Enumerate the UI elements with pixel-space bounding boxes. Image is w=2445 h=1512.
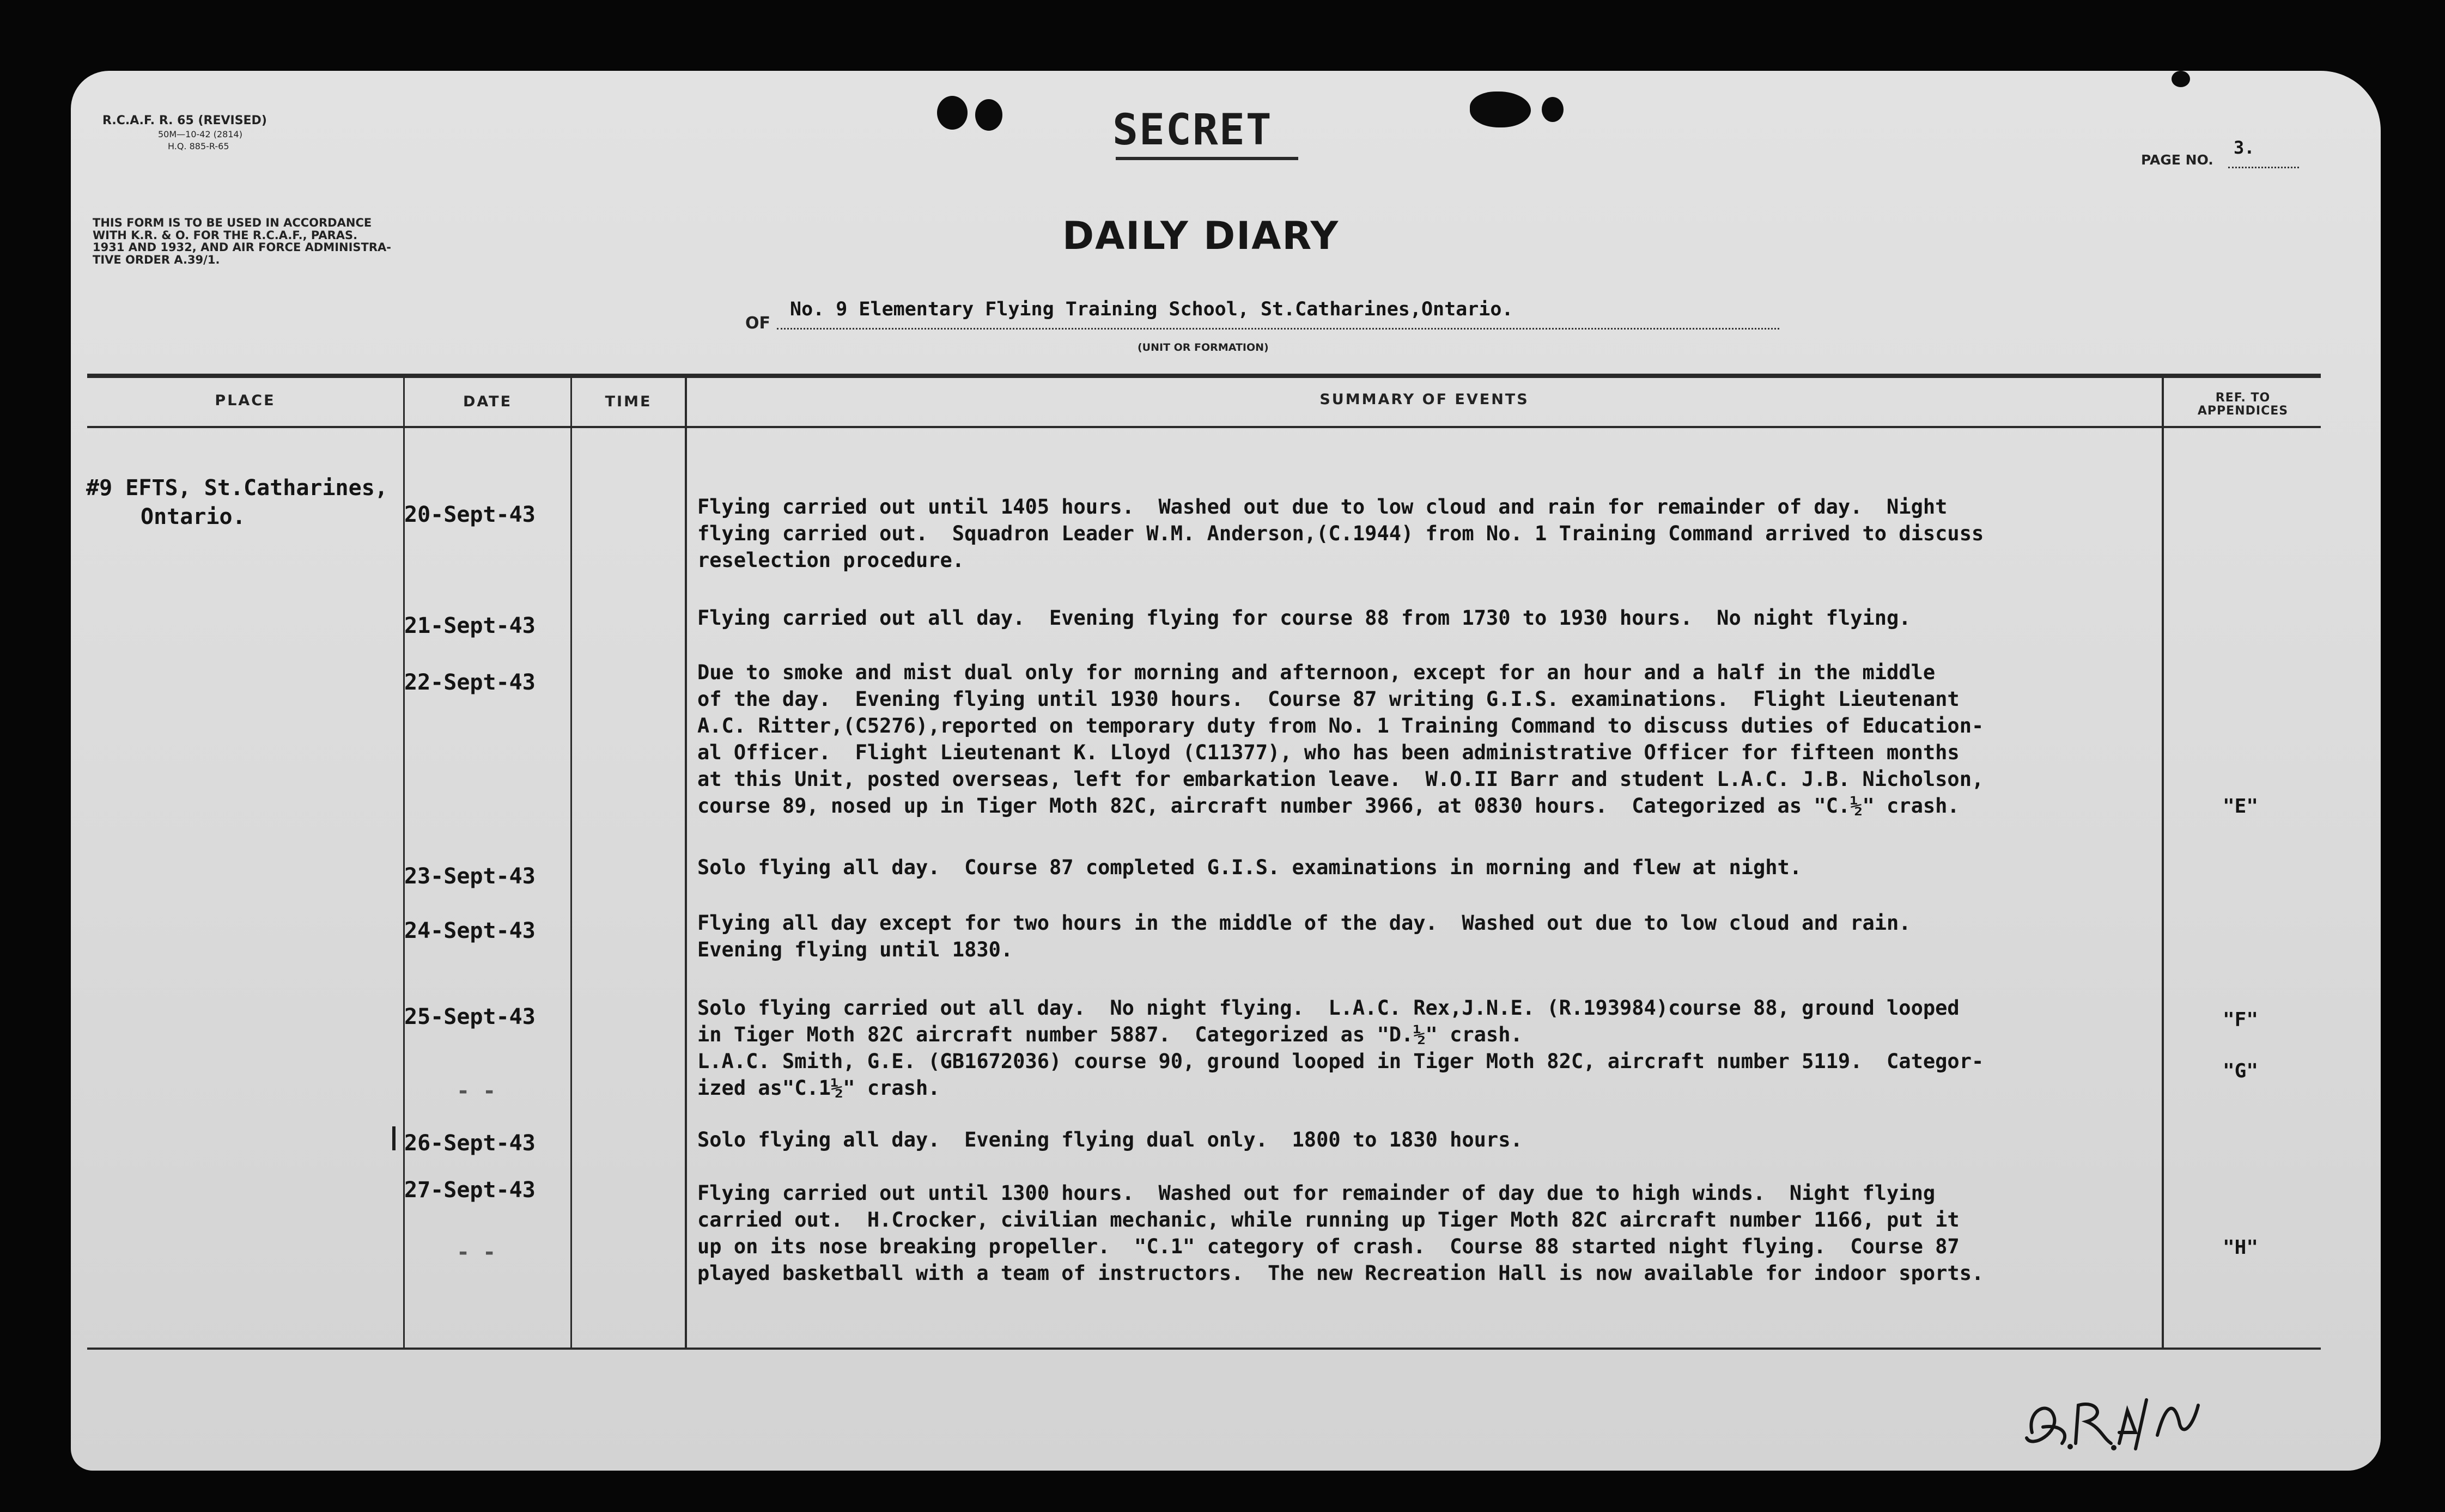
column-divider <box>2162 378 2164 1348</box>
classification-underline <box>1116 157 1298 160</box>
margin-bracket <box>392 1126 396 1150</box>
column-header-ref: REF. TO <box>2215 391 2271 405</box>
ink-blot <box>1542 97 1564 122</box>
form-number: R.C.A.F. R. 65 (REVISED) <box>102 114 267 127</box>
column-header-time: TIME <box>605 393 652 410</box>
instructions-line: THIS FORM IS TO BE USED IN ACCORDANCE <box>93 216 372 229</box>
entry-summary-line: of the day. Evening flying until 1930 hours. Course 87 writing G.I.S. examinations. Flight Lieutenant <box>697 687 1960 711</box>
entry-summary-line: ized as"C.1½" crash. <box>697 1076 940 1100</box>
entry-summary-line: Due to smoke and mist dual only for morning and afternoon, except for an hour and a half in the middle <box>697 661 1936 684</box>
ink-blot <box>975 99 1002 131</box>
place-line: Ontario. <box>141 504 246 529</box>
unit-caption: (UNIT OR FORMATION) <box>1138 342 1269 353</box>
column-header-date: DATE <box>463 393 513 410</box>
print-code: H.Q. 885-R-65 <box>168 141 229 151</box>
entry-date: 23-Sept-43 <box>404 864 536 889</box>
entry-date: 26-Sept-43 <box>404 1131 536 1156</box>
instructions-line: 1931 AND 1932, AND AIR FORCE ADMINISTRA- <box>93 241 391 254</box>
entry-summary-line: al Officer. Flight Lieutenant K. Lloyd (C11377), who has been administrative Officer for fifteen months <box>697 741 1960 764</box>
entry-summary-line: Evening flying until 1830. <box>697 938 1013 961</box>
place-line: #9 EFTS, St.Catharines, <box>86 475 388 501</box>
entry-summary-line: flying carried out. Squadron Leader W.M. Anderson,(C.1944) from No. 1 Training Command arrived to discuss <box>697 522 1984 545</box>
unit-rule <box>777 328 1779 330</box>
column-header-place: PLACE <box>215 392 276 409</box>
table-header-rule <box>87 426 2321 428</box>
entry-summary-line: A.C. Ritter,(C5276),reported on temporary duty from No. 1 Training Command to discuss duties of Education- <box>697 714 1984 737</box>
appendix-reference: "H" <box>2223 1236 2259 1259</box>
instructions-line: TIVE ORDER A.39/1. <box>93 253 220 267</box>
column-header-ref: APPENDICES <box>2197 404 2289 418</box>
entry-summary-line: Flying carried out all day. Evening flying for course 88 from 1730 to 1930 hours. No night flying. <box>697 606 1911 630</box>
entry-summary-line: Flying carried out until 1300 hours. Washed out for remainder of day due to high winds. Night flying <box>697 1181 1936 1205</box>
classification-secret: SECRET <box>1112 106 1273 155</box>
print-code: 50M—10-42 (2814) <box>158 129 242 139</box>
page-number: 3. <box>2234 137 2255 158</box>
ink-blot <box>1470 92 1531 127</box>
unit-of-label: OF <box>745 314 770 333</box>
appendix-reference: "E" <box>2223 795 2259 818</box>
entry-summary-line: Flying carried out until 1405 hours. Washed out due to low cloud and rain for remainder of day. Night <box>697 495 1948 519</box>
entry-summary-line: in Tiger Moth 82C aircraft number 5887. Categorized as "D.½" crash. <box>697 1023 1523 1046</box>
page-label: PAGE NO. <box>2141 152 2213 168</box>
entry-summary-line: L.A.C. Smith, G.E. (GB1672036) course 90, ground looped in Tiger Moth 82C, aircraft number 5119. Categor- <box>697 1050 1984 1073</box>
entry-summary-line: played basketball with a team of instructors. The new Recreation Hall is now available for indoor sports. <box>697 1261 1984 1285</box>
entry-date: 21-Sept-43 <box>404 613 536 638</box>
instructions-line: WITH K.R. & O. FOR THE R.C.A.F., PARAS. <box>93 228 358 242</box>
entry-summary-line: Solo flying all day. Course 87 completed G.I.S. examinations in morning and flew at night. <box>697 856 1802 879</box>
entry-summary-line: course 89, nosed up in Tiger Moth 82C, aircraft number 3966, at 0830 hours. Categorized as "C.½" crash. <box>697 794 1960 818</box>
entry-date-ditto: - - <box>457 1078 496 1103</box>
entry-summary-line: at this Unit, posted overseas, left for embarkation leave. W.O.II Barr and student L.A.C. J.B. Nicholson, <box>697 767 1984 791</box>
entry-date: 27-Sept-43 <box>404 1178 536 1203</box>
ink-blot <box>2172 71 2190 87</box>
appendix-reference: "F" <box>2223 1009 2259 1031</box>
unit-name: No. 9 Elementary Flying Training School, St.Catharines,Ontario. <box>790 298 1513 320</box>
table-top-rule <box>87 374 2321 378</box>
table-bottom-rule <box>87 1348 2321 1350</box>
entry-date-ditto: - - <box>457 1240 496 1265</box>
column-header-summary: SUMMARY OF EVENTS <box>1319 391 1529 408</box>
entry-summary-line: reselection procedure. <box>697 548 965 572</box>
entry-summary-line: carried out. H.Crocker, civilian mechanic, while running up Tiger Moth 82C aircraft number 1166, put it <box>697 1208 1960 1231</box>
entry-summary-line: Solo flying all day. Evening flying dual only. 1800 to 1830 hours. <box>697 1128 1523 1151</box>
handwritten-initials <box>2010 1367 2239 1465</box>
form-instructions <box>93 217 391 266</box>
column-divider <box>570 378 572 1348</box>
ink-blot <box>937 96 968 130</box>
diary-form-sheet <box>71 71 2381 1471</box>
entry-summary-line: up on its nose breaking propeller. "C.1" category of crash. Course 88 started night flying. Course 87 <box>697 1235 1960 1258</box>
page-number-rule <box>2228 167 2299 168</box>
appendix-reference: "G" <box>2223 1060 2259 1082</box>
entry-summary-line: Solo flying carried out all day. No night flying. L.A.C. Rex,J.N.E. (R.193984)course 88, ground looped <box>697 996 1960 1020</box>
entry-date: 25-Sept-43 <box>404 1004 536 1029</box>
form-title: DAILY DIARY <box>1062 214 1340 258</box>
column-divider <box>685 378 687 1348</box>
entry-date: 24-Sept-43 <box>404 918 536 943</box>
entry-date: 22-Sept-43 <box>404 670 536 695</box>
entry-date: 20-Sept-43 <box>404 502 536 527</box>
entry-summary-line: Flying all day except for two hours in the middle of the day. Washed out due to low cloud and rain. <box>697 911 1911 935</box>
